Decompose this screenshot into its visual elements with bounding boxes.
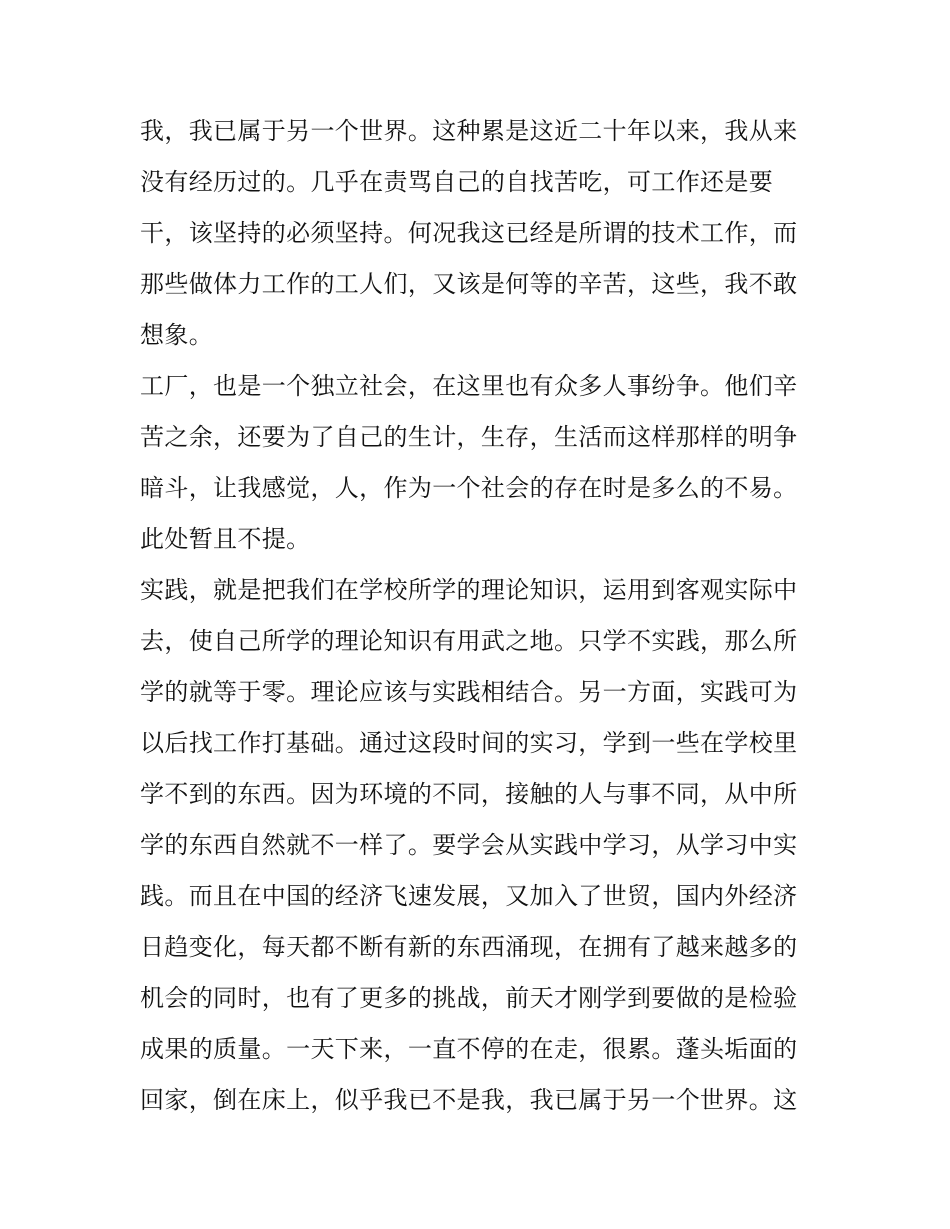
text-line-19: 成果的质量。一天下来，一直不停的在走，很累。蓬头垢面的 [140,1035,798,1063]
text-line-11: 去，使自己所学的理论知识有用武之地。只学不实践，那么所 [140,627,798,655]
text-line-7: 苦之余，还要为了自己的生计，生存，生活而这样那样的明争 [140,423,798,451]
text-line-9: 此处暂且不提。 [140,525,311,553]
text-line-20: 回家，倒在床上，似乎我已不是我，我已属于另一个世界。这 [140,1086,798,1114]
body-text [140,106,820,1126]
text-line-12: 学的就等于零。理论应该与实践相结合。另一方面，实践可为 [140,678,798,706]
text-line-13: 以后找工作打基础。通过这段时间的实习，学到一些在学校里 [140,729,798,757]
text-line-4: 那些做体力工作的工人们，又该是何等的辛苦，这些，我不敢 [140,270,798,298]
text-line-3: 干，该坚持的必须坚持。何况我这已经是所谓的技术工作，而 [140,219,798,247]
text-line-17: 日趋变化，每天都不断有新的东西涌现，在拥有了越来越多的 [140,933,798,961]
text-line-18: 机会的同时，也有了更多的挑战，前天才刚学到要做的是检验 [140,984,798,1012]
text-line-5: 想象。 [140,321,214,349]
text-line-14: 学不到的东西。因为环境的不同，接触的人与事不同，从中所 [140,780,798,808]
text-line-6: 工厂，也是一个独立社会，在这里也有众多人事纷争。他们辛 [140,372,798,400]
text-line-15: 学的东西自然就不一样了。要学会从实践中学习，从学习中实 [140,831,798,859]
text-line-2: 没有经历过的。几乎在责骂自己的自找苦吃，可工作还是要 [140,168,774,196]
text-line-1: 我，我已属于另一个世界。这种累是这近二十年以来，我从来 [140,117,798,145]
text-line-16: 践。而且在中国的经济飞速发展，又加入了世贸，国内外经济 [140,882,798,910]
text-line-10: 实践，就是把我们在学校所学的理论知识，运用到客观实际中 [140,576,798,604]
text-line-8: 暗斗，让我感觉，人，作为一个社会的存在时是多么的不易。 [140,474,798,502]
